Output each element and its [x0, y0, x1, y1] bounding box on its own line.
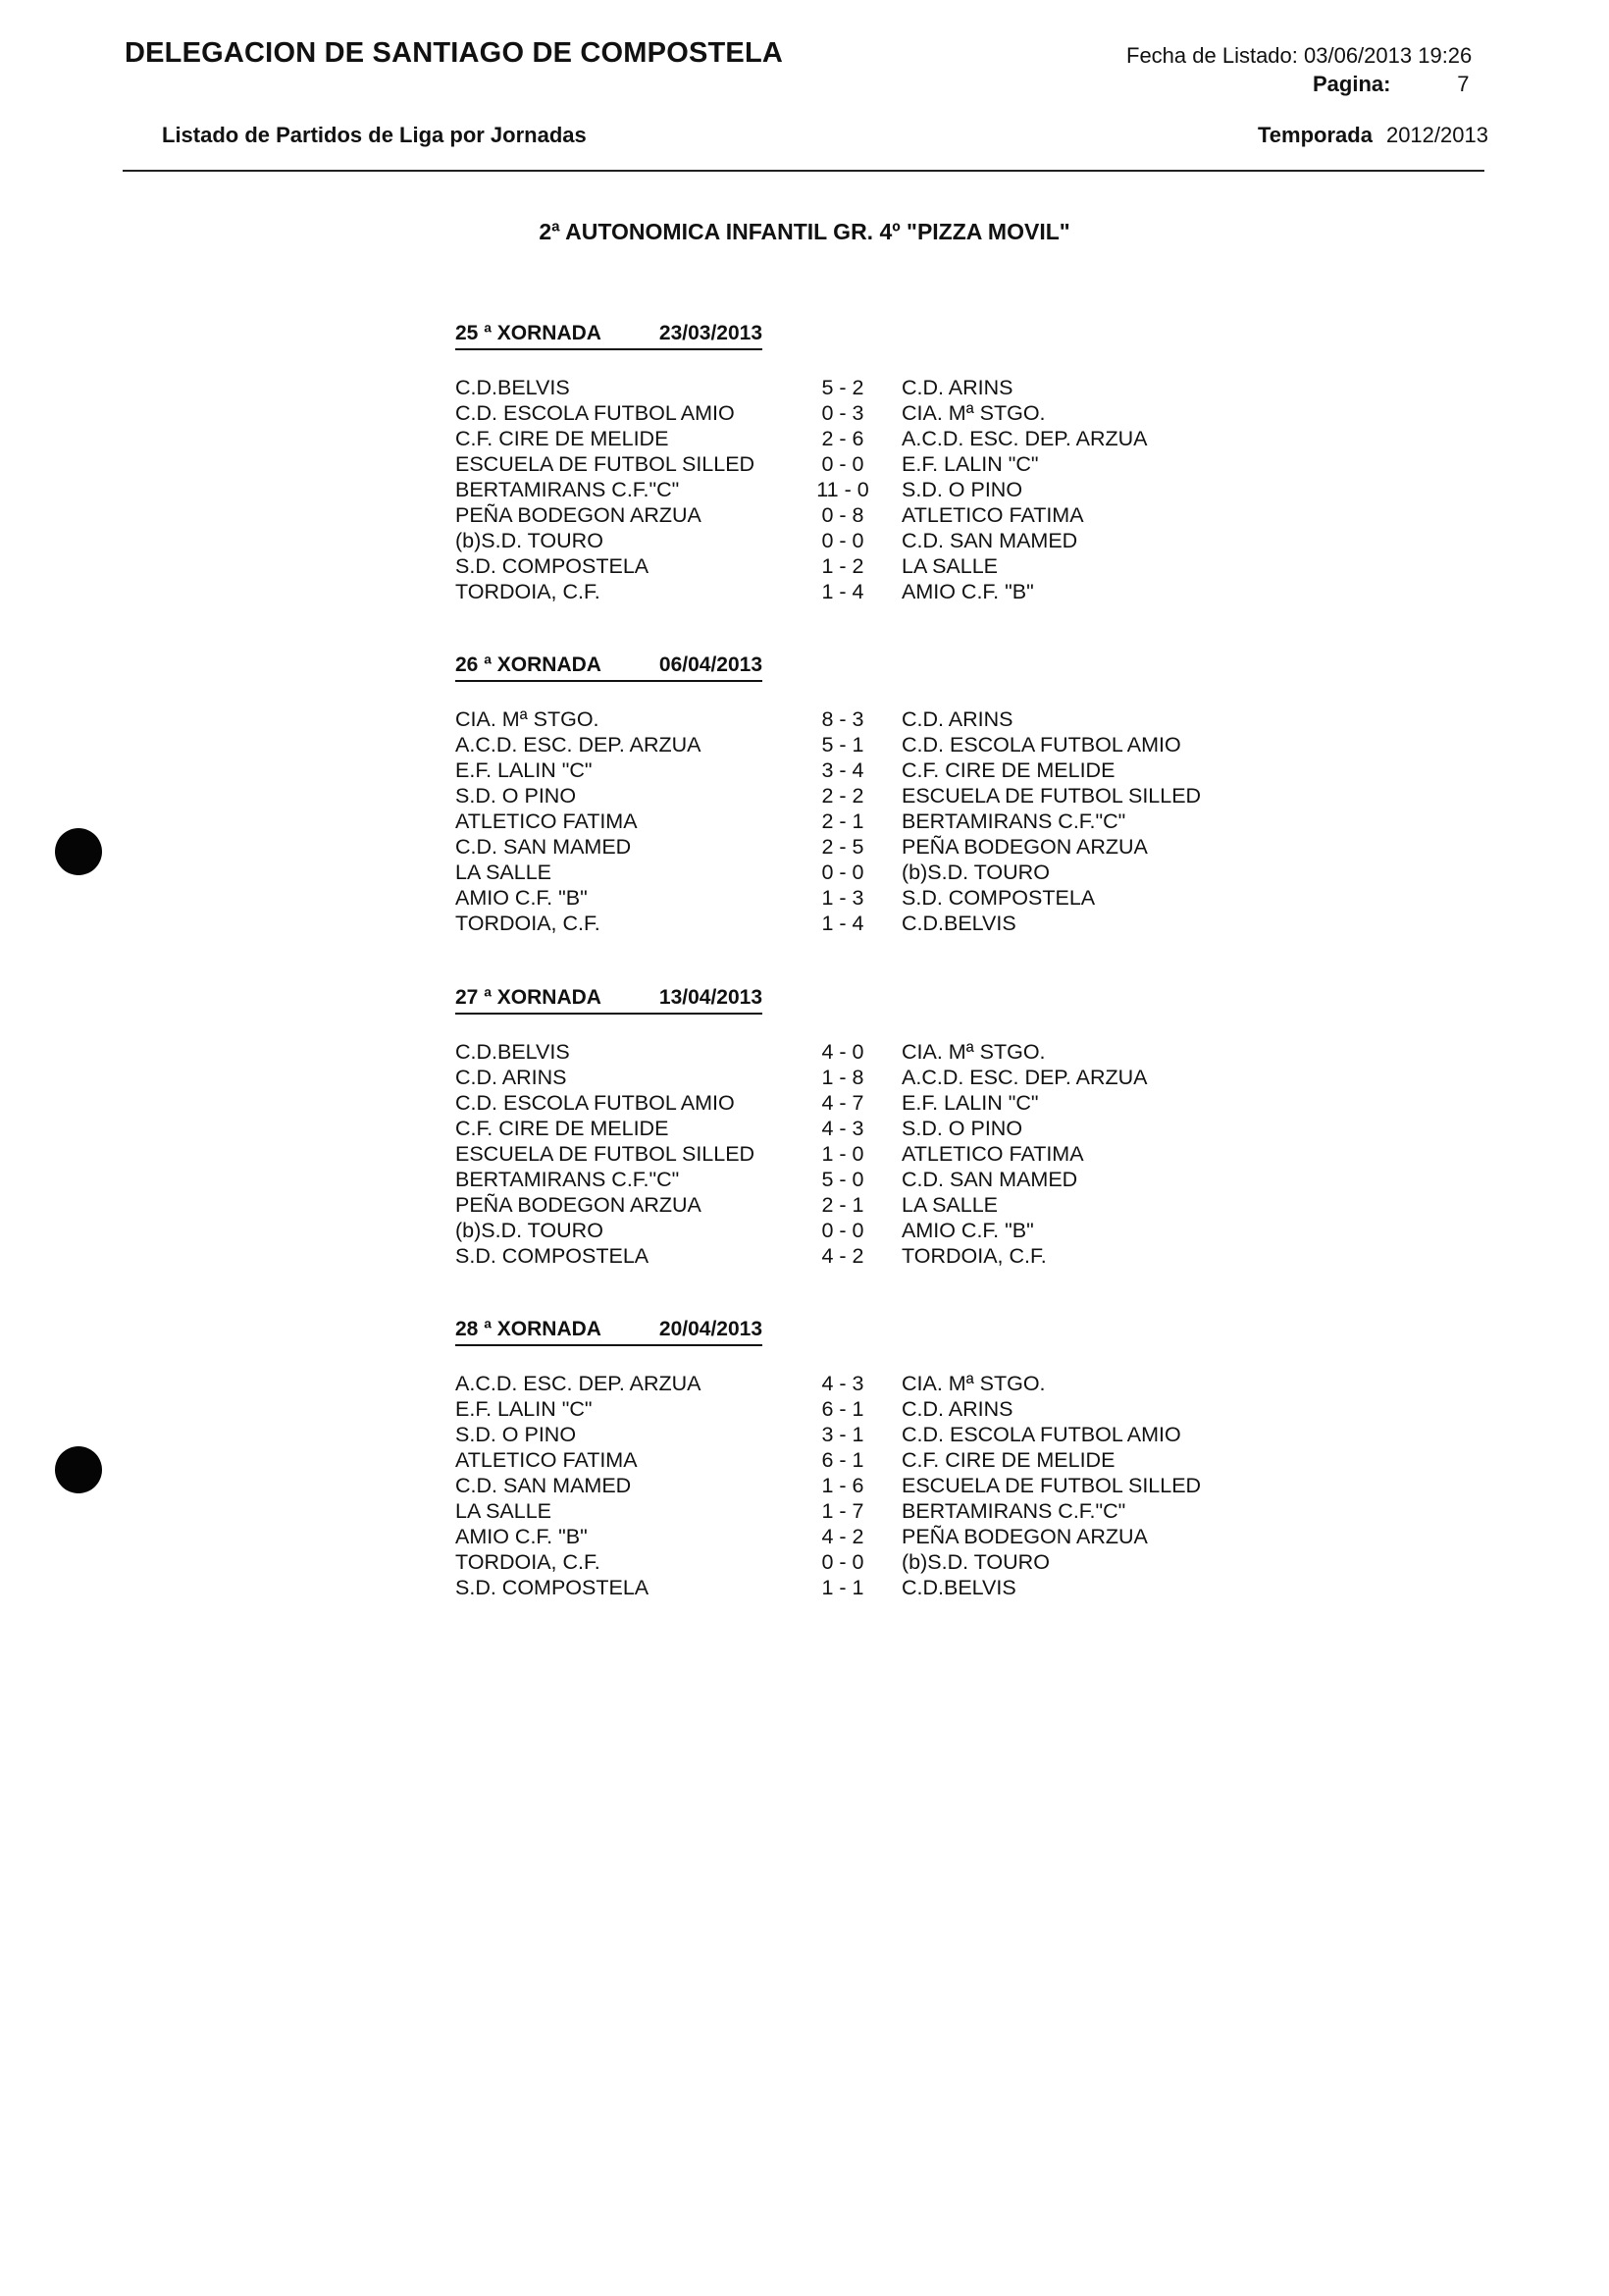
match-row	[455, 886, 1096, 912]
match-score: 1 - 4	[821, 912, 864, 935]
match-score: 0 - 8	[821, 503, 864, 527]
away-team: C.F. CIRE DE MELIDE	[902, 1448, 1116, 1472]
away-team: PEÑA BODEGON ARZUA	[902, 835, 1148, 859]
match-row	[455, 912, 1016, 937]
home-team: C.F. CIRE DE MELIDE	[455, 1117, 669, 1140]
away-team: A.C.D. ESC. DEP. ARZUA	[902, 1066, 1148, 1089]
match-row	[455, 401, 1046, 427]
away-team: AMIO C.F. "B"	[902, 1219, 1034, 1242]
away-team: E.F. LALIN "C"	[902, 1091, 1039, 1115]
match-score: 1 - 6	[821, 1474, 864, 1497]
round-section	[455, 653, 1202, 937]
match-row	[455, 758, 1116, 784]
match-row	[455, 1142, 1084, 1168]
away-team: BERTAMIRANS C.F."C"	[902, 809, 1126, 833]
match-row	[455, 809, 1126, 835]
round-date: 06/04/2013	[658, 653, 762, 676]
match-row	[455, 733, 1181, 758]
round-name: 27 ª XORNADA	[455, 986, 601, 1009]
home-team: ATLETICO FATIMA	[455, 1448, 638, 1472]
match-row	[455, 1066, 1148, 1091]
match-score: 11 - 0	[816, 478, 869, 501]
away-team: CIA. Mª STGO.	[902, 401, 1046, 425]
round-header	[455, 653, 762, 682]
match-score: 1 - 7	[821, 1499, 864, 1523]
match-row	[455, 1550, 1050, 1576]
match-score: 8 - 3	[821, 707, 864, 731]
season-value: 2012/2013	[1385, 123, 1488, 147]
home-team: S.D. O PINO	[455, 784, 577, 808]
round-section	[455, 1318, 1202, 1601]
page-number	[1313, 72, 1469, 97]
home-team: C.D. ARINS	[455, 1066, 567, 1089]
match-score: 4 - 7	[821, 1091, 864, 1115]
match-row	[455, 1397, 1013, 1423]
home-team: LA SALLE	[455, 1499, 552, 1523]
match-score: 4 - 3	[821, 1372, 864, 1395]
match-row	[455, 554, 999, 580]
home-team: AMIO C.F. "B"	[455, 886, 588, 910]
away-team: C.D. ARINS	[902, 376, 1013, 399]
match-score: 1 - 4	[821, 580, 864, 603]
match-list	[455, 1372, 1202, 1601]
away-team: ESCUELA DE FUTBOL SILLED	[902, 1474, 1202, 1497]
delegation-title: DELEGACION DE SANTIAGO DE COMPOSTELA	[125, 37, 784, 69]
home-team: ATLETICO FATIMA	[455, 809, 638, 833]
match-score: 0 - 0	[821, 1550, 864, 1574]
header-divider	[123, 170, 1484, 172]
away-team: C.D. SAN MAMED	[902, 529, 1078, 552]
home-team: A.C.D. ESC. DEP. ARZUA	[455, 1372, 701, 1395]
round-section	[455, 986, 1148, 1270]
home-team: AMIO C.F. "B"	[455, 1525, 588, 1548]
home-team: S.D. COMPOSTELA	[455, 554, 649, 578]
match-row	[455, 427, 1148, 452]
match-list	[455, 376, 1148, 605]
away-team: C.D.BELVIS	[902, 1576, 1016, 1599]
away-team: LA SALLE	[902, 554, 999, 578]
away-team: C.D.BELVIS	[902, 912, 1016, 935]
match-row	[455, 376, 1013, 401]
match-row	[455, 1219, 1034, 1244]
away-team: S.D. COMPOSTELA	[902, 886, 1096, 910]
home-team: C.F. CIRE DE MELIDE	[455, 427, 669, 450]
match-score: 0 - 0	[821, 529, 864, 552]
listing-date: Fecha de Listado: 03/06/2013 19:26	[1126, 43, 1473, 68]
match-score: 1 - 0	[821, 1142, 864, 1166]
match-row	[455, 529, 1078, 554]
round-header	[455, 322, 762, 350]
match-score: 4 - 0	[821, 1040, 864, 1064]
match-row	[455, 503, 1084, 529]
away-team: CIA. Mª STGO.	[902, 1040, 1046, 1064]
match-score: 2 - 1	[821, 1193, 864, 1217]
home-team: (b)S.D. TOURO	[455, 529, 603, 552]
home-team: C.D.BELVIS	[455, 1040, 570, 1064]
match-score: 1 - 1	[821, 1576, 864, 1599]
round-header	[455, 986, 762, 1015]
home-team: C.D. ESCOLA FUTBOL AMIO	[455, 401, 735, 425]
away-team: S.D. O PINO	[902, 478, 1023, 501]
match-row	[455, 478, 1023, 503]
match-score: 2 - 5	[821, 835, 864, 859]
match-row	[455, 1423, 1181, 1448]
home-team: BERTAMIRANS C.F."C"	[455, 1168, 680, 1191]
home-team: PEÑA BODEGON ARZUA	[455, 503, 701, 527]
match-score: 2 - 1	[821, 809, 864, 833]
away-team: ATLETICO FATIMA	[902, 1142, 1084, 1166]
match-row	[455, 1168, 1078, 1193]
away-team: C.D. ARINS	[902, 707, 1013, 731]
match-row	[455, 1091, 1039, 1117]
match-row	[455, 707, 1013, 733]
match-list	[455, 1040, 1148, 1270]
home-team: E.F. LALIN "C"	[455, 758, 593, 782]
match-row	[455, 1372, 1046, 1397]
away-team: PEÑA BODEGON ARZUA	[902, 1525, 1148, 1548]
home-team: S.D. O PINO	[455, 1423, 577, 1446]
match-score: 6 - 1	[821, 1397, 864, 1421]
competition-title: 2ª AUTONOMICA INFANTIL GR. 4º "PIZZA MOVIL"	[539, 219, 1070, 244]
away-team: TORDOIA, C.F.	[902, 1244, 1047, 1268]
home-team: PEÑA BODEGON ARZUA	[455, 1193, 701, 1217]
home-team: E.F. LALIN "C"	[455, 1397, 593, 1421]
away-team: C.F. CIRE DE MELIDE	[902, 758, 1116, 782]
match-row	[455, 1499, 1126, 1525]
round-section	[455, 322, 1148, 605]
match-score: 5 - 2	[821, 376, 864, 399]
listing-subtitle: Listado de Partidos de Liga por Jornadas	[162, 123, 587, 147]
away-team: CIA. Mª STGO.	[902, 1372, 1046, 1395]
match-list	[455, 707, 1202, 937]
away-team: ESCUELA DE FUTBOL SILLED	[902, 784, 1202, 808]
home-team: LA SALLE	[455, 861, 552, 884]
match-score: 1 - 2	[821, 554, 864, 578]
match-score: 4 - 2	[821, 1525, 864, 1548]
match-score: 4 - 3	[821, 1117, 864, 1140]
page-number-value: 7	[1457, 72, 1470, 96]
match-row	[455, 861, 1050, 886]
away-team: E.F. LALIN "C"	[902, 452, 1039, 476]
match-score: 3 - 1	[821, 1423, 864, 1446]
match-score: 0 - 0	[821, 861, 864, 884]
match-score: 3 - 4	[821, 758, 864, 782]
away-team: C.D. ESCOLA FUTBOL AMIO	[902, 733, 1181, 757]
home-team: C.D.BELVIS	[455, 376, 570, 399]
punch-hole-top	[55, 828, 102, 875]
season-label: Temporada	[1258, 123, 1373, 147]
away-team: ATLETICO FATIMA	[902, 503, 1084, 527]
match-score: 0 - 0	[821, 1219, 864, 1242]
match-row	[455, 1525, 1148, 1550]
round-date: 20/04/2013	[658, 1318, 762, 1340]
home-team: C.D. SAN MAMED	[455, 835, 632, 859]
home-team: ESCUELA DE FUTBOL SILLED	[455, 452, 755, 476]
home-team: S.D. COMPOSTELA	[455, 1576, 649, 1599]
match-score: 1 - 8	[821, 1066, 864, 1089]
match-score: 6 - 1	[821, 1448, 864, 1472]
punch-hole-bottom	[55, 1446, 102, 1493]
match-row	[455, 452, 1039, 478]
away-team: C.D. ARINS	[902, 1397, 1013, 1421]
page-number-label: Pagina:	[1313, 72, 1391, 96]
match-score: 2 - 2	[821, 784, 864, 808]
match-row	[455, 1448, 1116, 1474]
match-row	[455, 1040, 1046, 1066]
match-score: 0 - 3	[821, 401, 864, 425]
round-name: 25 ª XORNADA	[455, 322, 601, 344]
match-row	[455, 1474, 1202, 1499]
away-team: C.D. SAN MAMED	[902, 1168, 1078, 1191]
home-team: TORDOIA, C.F.	[455, 580, 600, 603]
home-team: C.D. SAN MAMED	[455, 1474, 632, 1497]
home-team: ESCUELA DE FUTBOL SILLED	[455, 1142, 755, 1166]
away-team: (b)S.D. TOURO	[902, 861, 1050, 884]
home-team: (b)S.D. TOURO	[455, 1219, 603, 1242]
match-score: 0 - 0	[821, 452, 864, 476]
round-date: 23/03/2013	[658, 322, 762, 344]
match-score: 4 - 2	[821, 1244, 864, 1268]
away-team: A.C.D. ESC. DEP. ARZUA	[902, 427, 1148, 450]
home-team: TORDOIA, C.F.	[455, 912, 600, 935]
away-team: C.D. ESCOLA FUTBOL AMIO	[902, 1423, 1181, 1446]
away-team: LA SALLE	[902, 1193, 999, 1217]
match-score: 1 - 3	[821, 886, 864, 910]
away-team: (b)S.D. TOURO	[902, 1550, 1050, 1574]
match-row	[455, 1576, 1016, 1601]
away-team: AMIO C.F. "B"	[902, 580, 1034, 603]
home-team: CIA. Mª STGO.	[455, 707, 599, 731]
away-team: BERTAMIRANS C.F."C"	[902, 1499, 1126, 1523]
home-team: BERTAMIRANS C.F."C"	[455, 478, 680, 501]
match-row	[455, 835, 1148, 861]
season	[1258, 123, 1488, 148]
match-row	[455, 784, 1202, 809]
match-row	[455, 1244, 1047, 1270]
match-row	[455, 1117, 1023, 1142]
round-header	[455, 1318, 762, 1346]
home-team: A.C.D. ESC. DEP. ARZUA	[455, 733, 701, 757]
round-date: 13/04/2013	[658, 986, 762, 1009]
home-team: C.D. ESCOLA FUTBOL AMIO	[455, 1091, 735, 1115]
match-score: 5 - 1	[821, 733, 864, 757]
match-score: 2 - 6	[821, 427, 864, 450]
round-name: 28 ª XORNADA	[455, 1318, 601, 1340]
match-row	[455, 1193, 999, 1219]
match-score: 5 - 0	[821, 1168, 864, 1191]
round-name: 26 ª XORNADA	[455, 653, 601, 676]
home-team: TORDOIA, C.F.	[455, 1550, 600, 1574]
away-team: S.D. O PINO	[902, 1117, 1023, 1140]
home-team: S.D. COMPOSTELA	[455, 1244, 649, 1268]
match-row	[455, 580, 1034, 605]
